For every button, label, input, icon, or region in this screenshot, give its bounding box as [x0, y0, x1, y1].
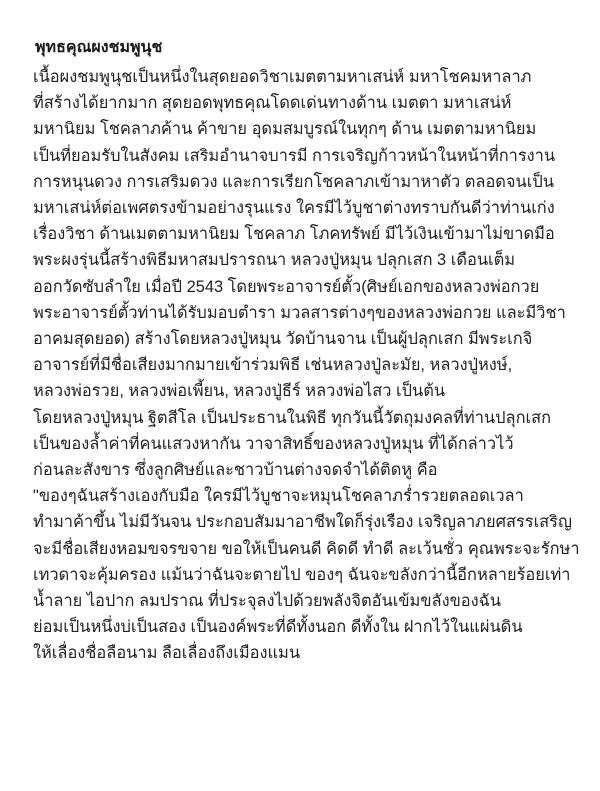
- body-line: โดยหลวงปู่หมุน ฐิตสีโล เป็นประธานในพิธี ทุกวันนี้วัตถุมงคลที่ท่านปลุกเสก: [33, 408, 552, 427]
- body-line: หลวงพ่อรวย, หลวงพ่อเพี้ยน, หลวงปู่ธีร์ หลวงพ่อไสว เป็นต้น: [33, 382, 446, 401]
- body-line: ก่อนละสังขาร ซึ่งลูกศิษย์และชาวบ้านต่างจดจำได้ติดหู คือ: [33, 461, 438, 480]
- body-line: การหนุนดวง การเสริมดวง และการเรียกโชคลาภเข้ามาหาตัว ตลอดจนเป็น: [33, 172, 554, 191]
- body-line: ออกวัดซับลำใย เมื่อปี 2543 โดยพระอาจารย์ตั้ว(ศิษย์เอกของหลวงพ่อกวย: [33, 277, 540, 296]
- quote-line: ทำมาค้าขึ้น ไม่มีวันจน ประกอบสัมมาอาชีพใดก็รุ่งเรือง เจริญลาภยศสรรเสริญ: [33, 513, 572, 532]
- body-line: มหานิยม โชคลาภค้าน ค้าขาย อุดมสมบูรณ์ในทุกๆ ด้าน เมตตามหานิยม: [33, 120, 537, 139]
- body-line: อาจารย์ที่มีชื่อเสียงมากมายเข้าร่วมพิธี เช่นหลวงปู่ละมัย, หลวงปู่หงษ์,: [33, 356, 513, 375]
- body-line: อาคมสุดยอด) สร้างโดยหลวงปู่หมุน วัดบ้านจาน เป็นผู้ปลุกเสก มีพระเกจิ: [33, 330, 533, 349]
- document-title: พุทธคุณผงชมพูนุช: [35, 37, 163, 56]
- body-line: เป็นที่ยอมรับในสังคม เสริมอำนาจบารมี การเจริญก้าวหน้าในหน้าที่การงาน: [33, 146, 556, 165]
- body-line: พระผงรุ่นนี้สร้างพิธีมหาสมปรารถนา หลวงปู่หมุน ปลุกเสก 3 เดือนเต็ม: [33, 251, 516, 270]
- document-body: [33, 64, 593, 667]
- quote-line: น้ำลาย ไอปาก ลมปราณ ที่ประจุลงไปด้วยพลังจิตอันเข้มขลังของฉัน: [33, 592, 502, 611]
- quote-line: จะมีชื่อเสียงหอมขจรขจาย ขอให้เป็นคนดี คิดดี ทำดี ละเว้นชั่ว คุณพระจะรักษา: [33, 539, 580, 558]
- quote-line: "ของๆฉันสร้างเองกับมือ ใครมีไว้บูชาจะหมุนโชคลาภร่ำรวยตลอดเวลา: [33, 487, 524, 506]
- body-line: เป็นของล้ำค่าที่คนแสวงหากัน วาจาสิทธิ์ของหลวงปู่หมุน ที่ได้กล่าวไว้: [33, 434, 514, 453]
- body-line: เนื้อผงชมพูนุชเป็นหนึ่งในสุดยอดวิชาเมตตามหาเสน่ห์ มหาโชคมหาลาภ: [33, 68, 532, 86]
- quote-line: เทวดาจะคุ้มครอง แม้นว่าฉันจะตายไป ของๆ ฉันจะขลังกว่านี้อีกหลายร้อยเท่า: [33, 565, 571, 584]
- body-line: พระอาจารย์ตั้วท่านได้รับมอบตำรา มวลสารต่างๆของหลวงพ่อกวย และมีวิชา: [33, 303, 566, 322]
- quote-line: ให้เลื่องชื่อลือนาม ลือเลื่องถึงเมืองแมน: [33, 644, 301, 663]
- document: [33, 34, 593, 667]
- body-line: ที่สร้างได้ยากมาก สุดยอดพุทธคุณโดดเด่นทางด้าน เมตตา มหาเสน่ห์: [33, 94, 512, 113]
- body-line: มหาเสน่ห์ต่อเพศตรงข้ามอย่างรุนแรง ใครมีไว้บูชาต่างทราบกันดีว่าท่านเก่ง: [33, 199, 555, 218]
- body-line: เรื่องวิชา ด้านเมตตามหานิยม โชคลาภ โภคทรัพย์ มีไว้เงินเข้ามาไม่ขาดมือ: [33, 225, 555, 244]
- quote-line: ย่อมเป็นหนึ่งบ่เป็นสอง เป็นองค์พระที่ดีทั้งนอก ดีทั้งใน ฝากไว้ในแผ่นดิน: [33, 618, 523, 637]
